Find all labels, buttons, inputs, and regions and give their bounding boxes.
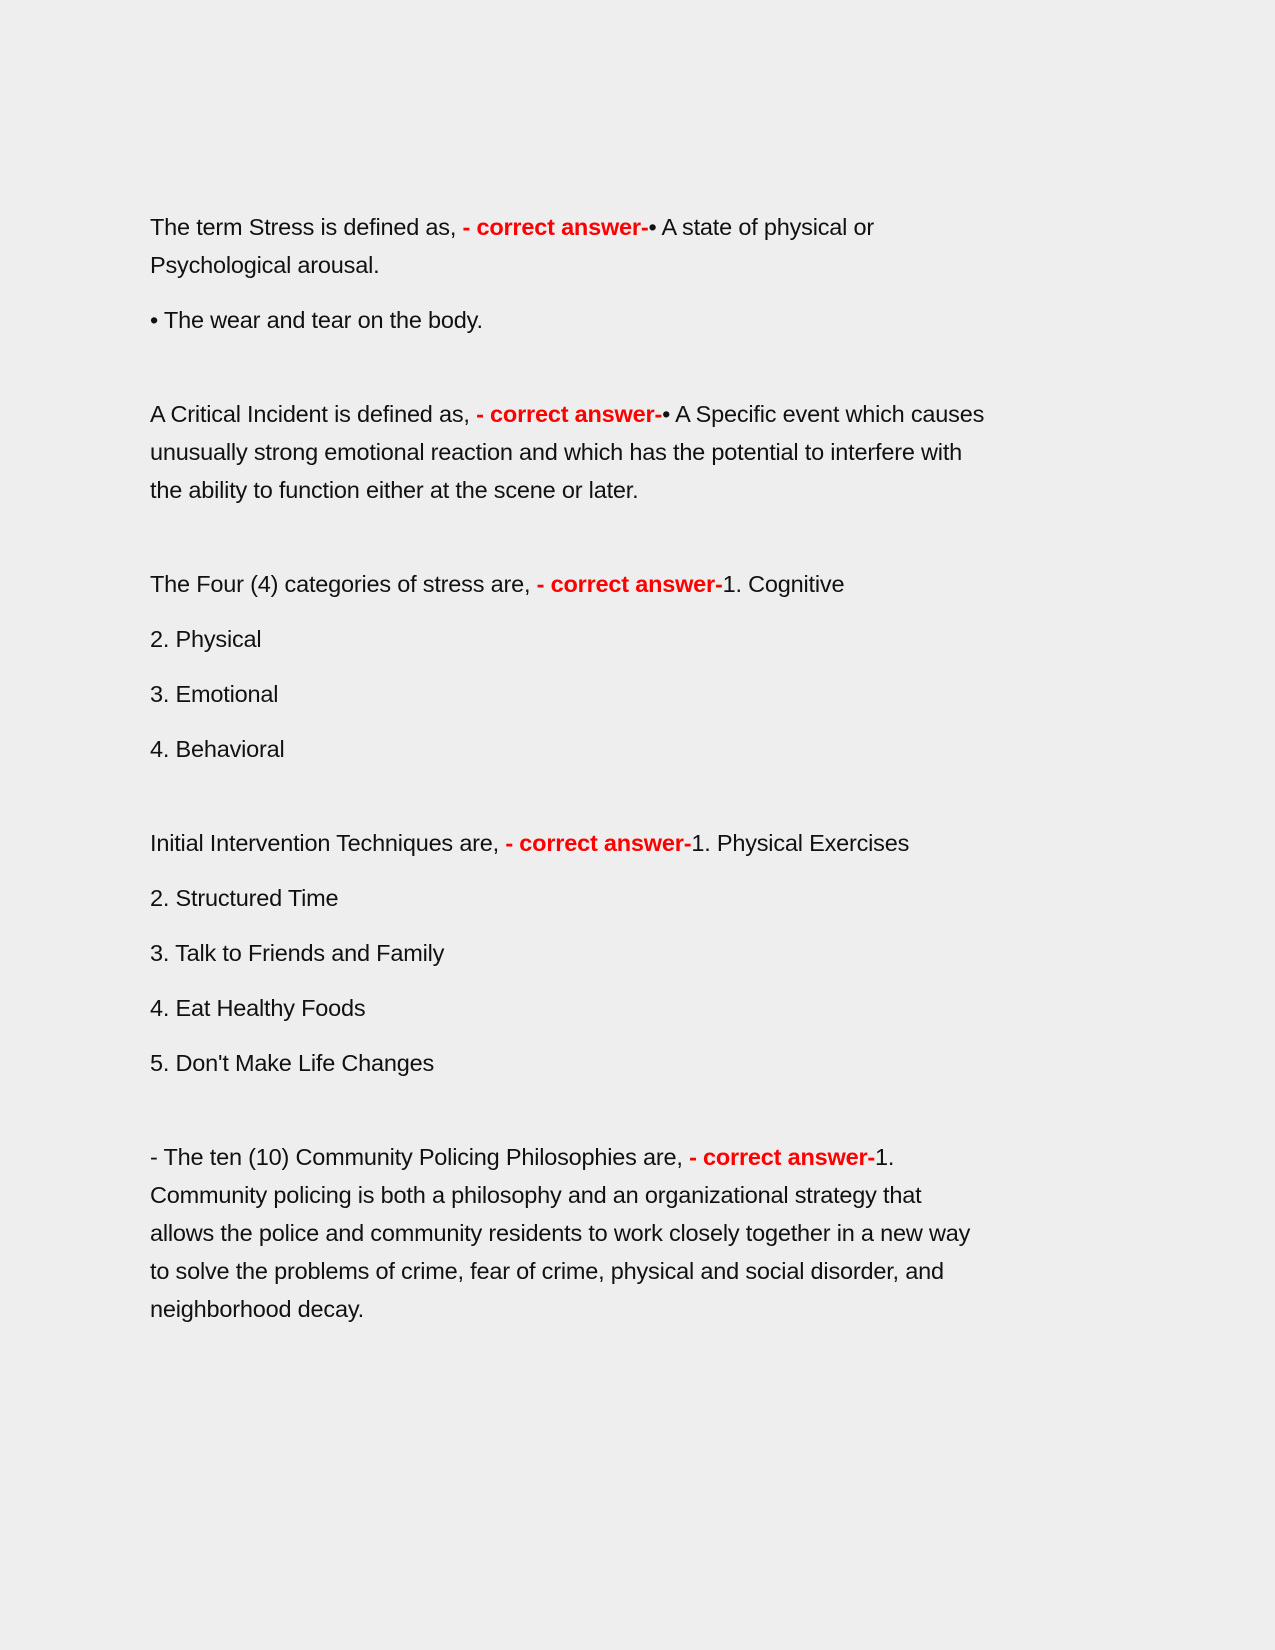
answer-text: • A Specific event which causes xyxy=(662,401,985,427)
answer-text: 1. Cognitive xyxy=(722,571,845,597)
line-text: to solve the problems of crime, fear of crime, physical and social disorder, and xyxy=(150,1258,944,1284)
qa-block xyxy=(150,1138,1150,1328)
qa-block xyxy=(150,824,1150,1082)
text-line xyxy=(150,246,1150,284)
line-text: unusually strong emotional reaction and which has the potential to interfere with xyxy=(150,439,963,465)
text-line xyxy=(150,879,1150,917)
text-line xyxy=(150,1252,1150,1290)
correct-answer-label: - correct answer- xyxy=(689,1144,876,1170)
line-text: 5. Don't Make Life Changes xyxy=(150,1050,435,1076)
question-paragraph xyxy=(150,824,1150,862)
correct-answer-label: - correct answer- xyxy=(536,571,723,597)
line-text: Community policing is both a philosophy and an organizational strategy that xyxy=(150,1182,922,1208)
line-text: - The ten (10) Community Policing Philosophies are, xyxy=(150,1144,690,1170)
qa-block xyxy=(150,208,1150,339)
text-line xyxy=(150,301,1150,339)
text-line xyxy=(150,208,1150,246)
line-text: The Four (4) categories of stress are, xyxy=(150,571,537,597)
text-line xyxy=(150,730,1150,768)
document-page xyxy=(150,208,1150,1384)
line-text: neighborhood decay. xyxy=(150,1296,364,1322)
answer-item xyxy=(150,675,1150,713)
line-text: A Critical Incident is defined as, xyxy=(150,401,477,427)
question-paragraph xyxy=(150,1138,1150,1328)
line-text: Initial Intervention Techniques are, xyxy=(150,830,506,856)
text-line xyxy=(150,1138,1150,1176)
line-text: 3. Emotional xyxy=(150,681,279,707)
qa-block xyxy=(150,395,1150,509)
text-line xyxy=(150,1044,1150,1082)
answer-item xyxy=(150,989,1150,1027)
question-paragraph xyxy=(150,565,1150,603)
answer-item xyxy=(150,879,1150,917)
text-line xyxy=(150,824,1150,862)
line-text: 4. Eat Healthy Foods xyxy=(150,995,366,1021)
answer-text: 1. Physical Exercises xyxy=(691,830,910,856)
answer-item xyxy=(150,1044,1150,1082)
line-text: allows the police and community residents to work closely together in a new way xyxy=(150,1220,971,1246)
text-line xyxy=(150,675,1150,713)
text-line xyxy=(150,989,1150,1027)
text-line xyxy=(150,934,1150,972)
answer-item xyxy=(150,301,1150,339)
qa-block xyxy=(150,565,1150,768)
line-text: Psychological arousal. xyxy=(150,252,380,278)
text-line xyxy=(150,471,1150,509)
correct-answer-label: - correct answer- xyxy=(462,214,649,240)
text-line xyxy=(150,565,1150,603)
text-line xyxy=(150,433,1150,471)
line-text: 4. Behavioral xyxy=(150,736,285,762)
question-paragraph xyxy=(150,395,1150,509)
text-line xyxy=(150,1176,1150,1214)
text-line xyxy=(150,620,1150,658)
answer-item xyxy=(150,730,1150,768)
answer-item xyxy=(150,934,1150,972)
answer-item xyxy=(150,620,1150,658)
text-line xyxy=(150,1290,1150,1328)
question-paragraph xyxy=(150,208,1150,284)
line-text: The term Stress is defined as, xyxy=(150,214,463,240)
answer-text: 1. xyxy=(875,1144,895,1170)
line-text: 2. Structured Time xyxy=(150,885,339,911)
answer-text: • A state of physical or xyxy=(648,214,874,240)
correct-answer-label: - correct answer- xyxy=(476,401,663,427)
line-text: the ability to function either at the scene or later. xyxy=(150,477,639,503)
line-text: 3. Talk to Friends and Family xyxy=(150,940,445,966)
correct-answer-label: - correct answer- xyxy=(505,830,692,856)
line-text: • The wear and tear on the body. xyxy=(150,307,483,333)
line-text: 2. Physical xyxy=(150,626,262,652)
text-line xyxy=(150,395,1150,433)
text-line xyxy=(150,1214,1150,1252)
